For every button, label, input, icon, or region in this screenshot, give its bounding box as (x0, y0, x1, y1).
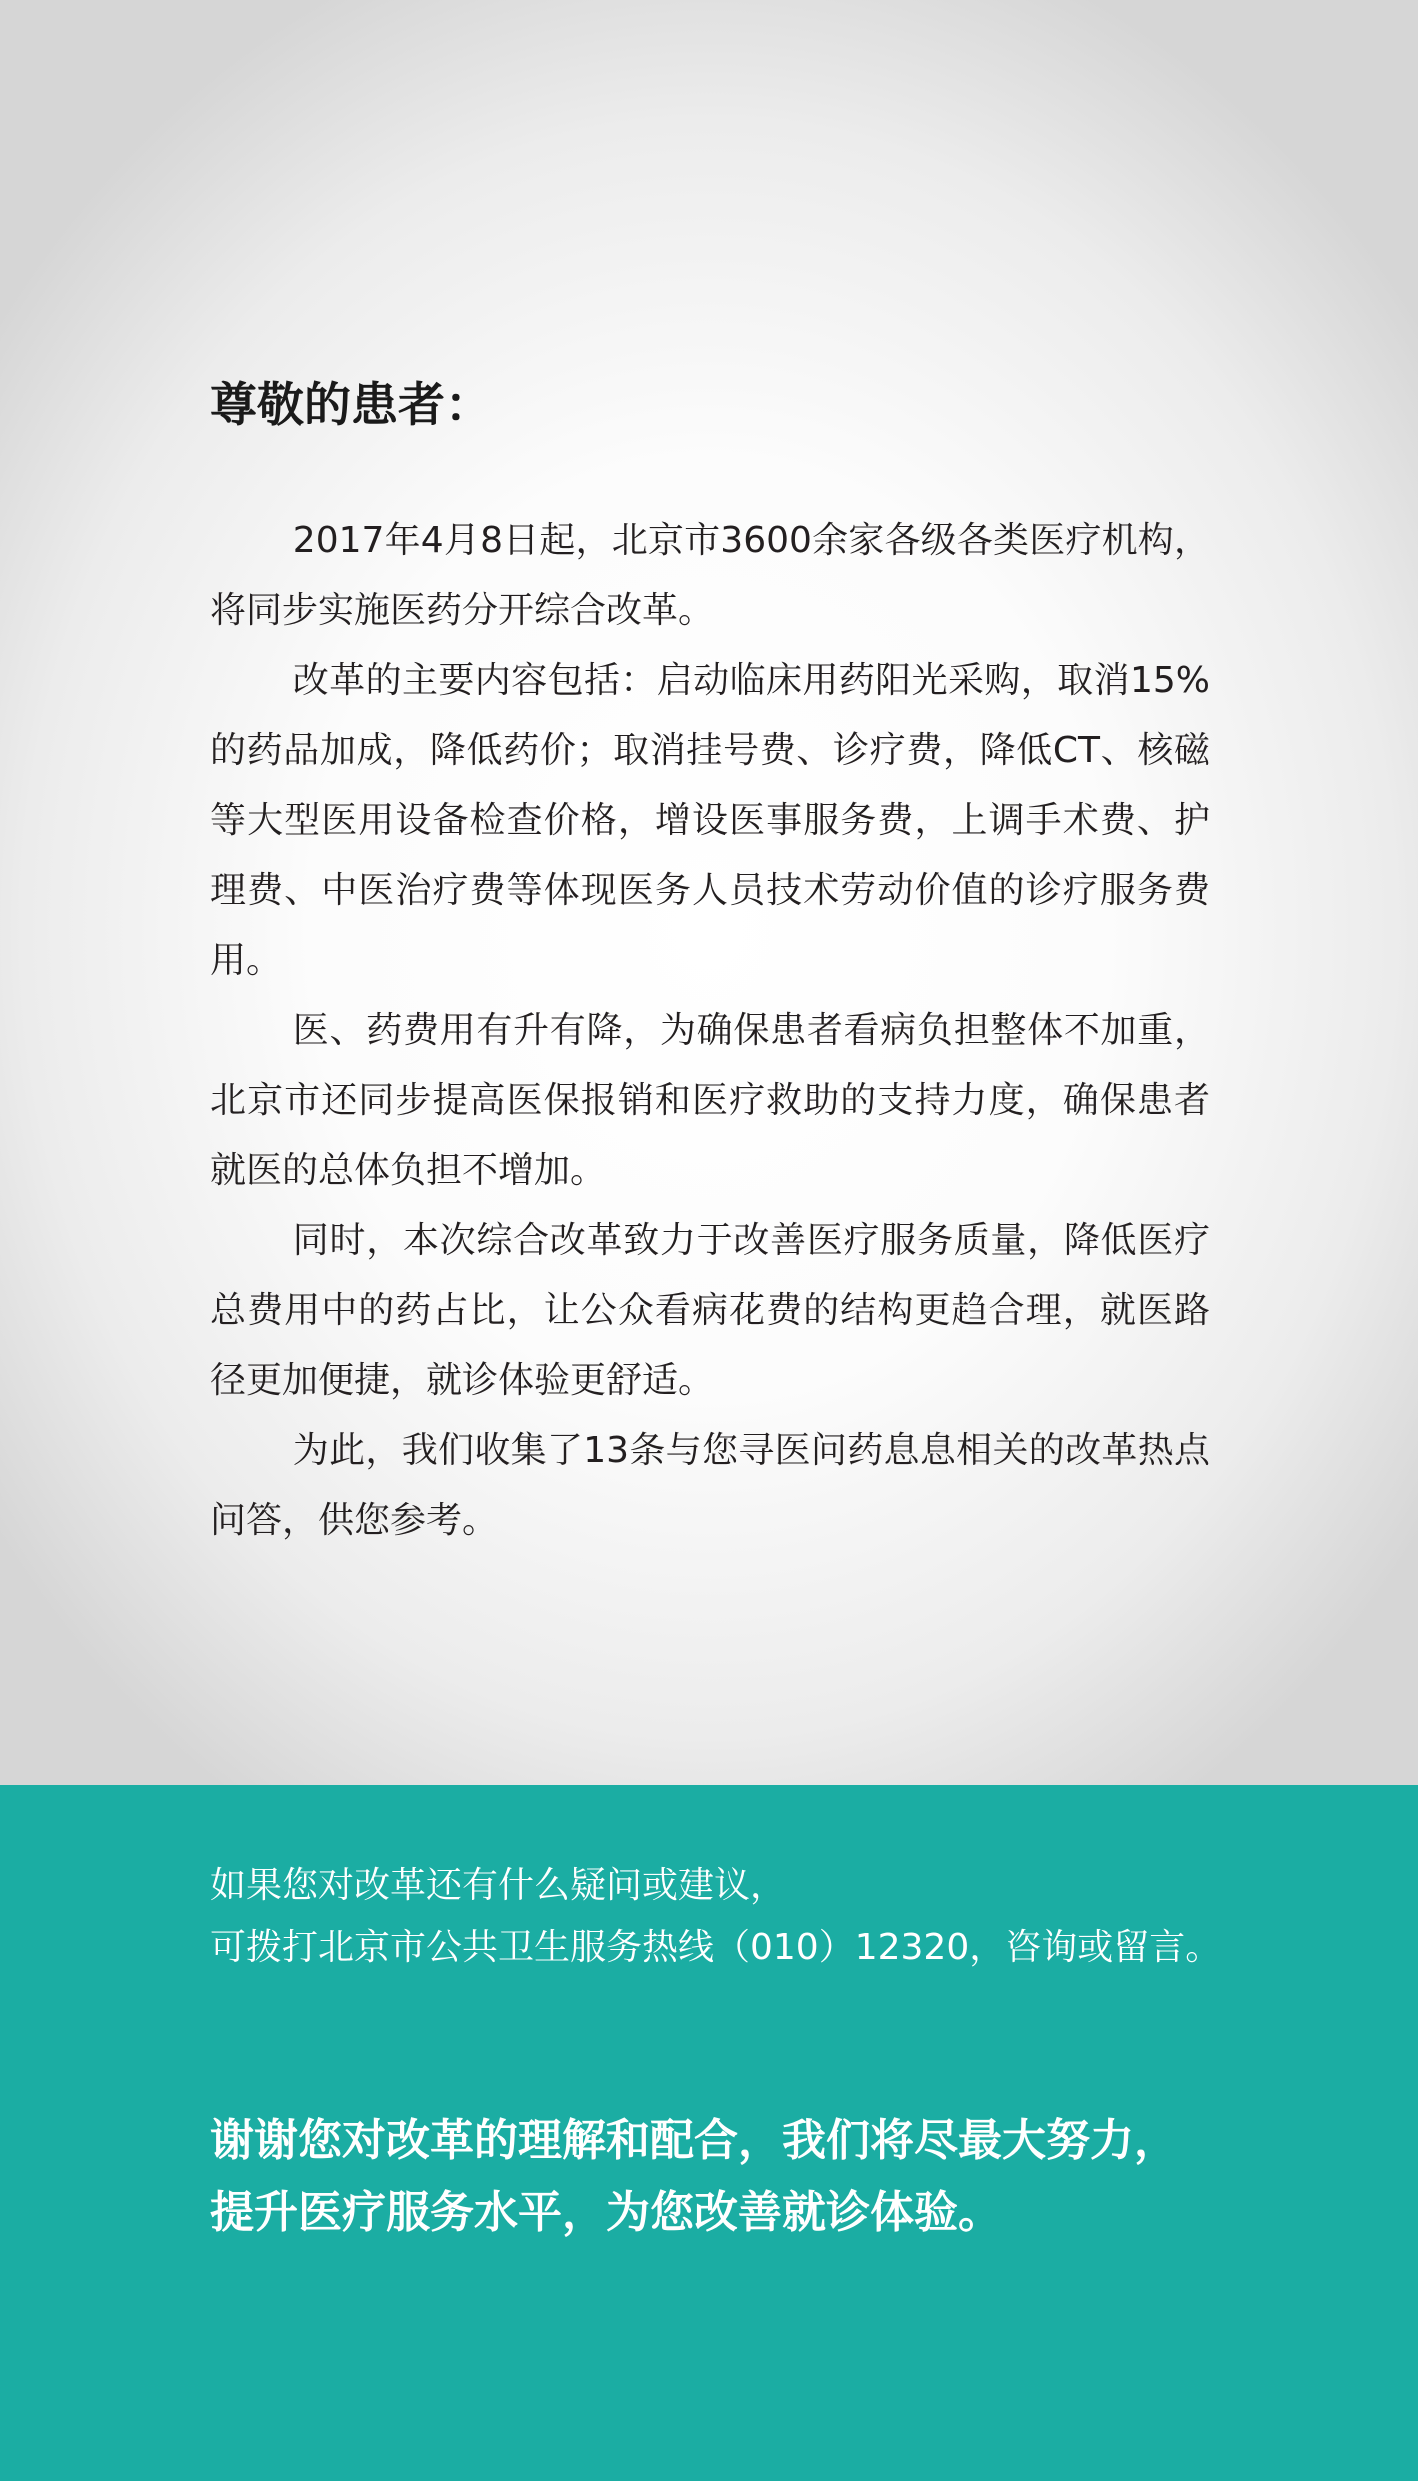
thanks-message (210, 2105, 1220, 2249)
letter-paragraph-4: 同时，本次综合改革致力于改善医疗服务质量，降低医疗总费用中的药占比，让公众看病花费的结构更趋合理，就医路径更加便捷，就诊体验更舒适。 (210, 1220, 1210, 1401)
letter-paragraph-1: 2017年4月8日起，北京市3600余家各级各类医疗机构，将同步实施医药分开综合改革。 (210, 520, 1210, 631)
letter-paragraph-5: 为此，我们收集了13条与您寻医问药息息相关的改革热点问答，供您参考。 (210, 1430, 1210, 1541)
letter-greeting: 尊敬的患者： (210, 378, 492, 433)
hotline-notice-line-1: 如果您对改革还有什么疑问或建议， (210, 1865, 787, 1906)
letter-paragraph-3: 医、药费用有升有降，为确保患者看病负担整体不加重，北京市还同步提高医保报销和医疗救助的支持力度，确保患者就医的总体负担不增加。 (210, 1010, 1210, 1191)
hotline-notice (210, 1855, 1220, 1979)
contact-banner (0, 1785, 1418, 2481)
thanks-message-line-2: 提升医疗服务水平，为您改善就诊体验。 (210, 2187, 1002, 2238)
letter-body (210, 506, 1210, 1556)
thanks-message-line-1: 谢谢您对改革的理解和配合，我们将尽最大努力， (210, 2115, 1178, 2166)
letter-paragraph-2: 改革的主要内容包括：启动临床用药阳光采购，取消15%的药品加成，降低药价；取消挂号费、诊疗费，降低CT、核磁等大型医用设备检查价格，增设医事服务费，上调手术费、护理费、中医治疗费等体现医务人员技术劳动价值的诊疗服务费用。 (210, 660, 1210, 981)
hotline-notice-line-2: 可拨打北京市公共卫生服务热线（010）12320，咨询或留言。 (210, 1927, 1222, 1968)
